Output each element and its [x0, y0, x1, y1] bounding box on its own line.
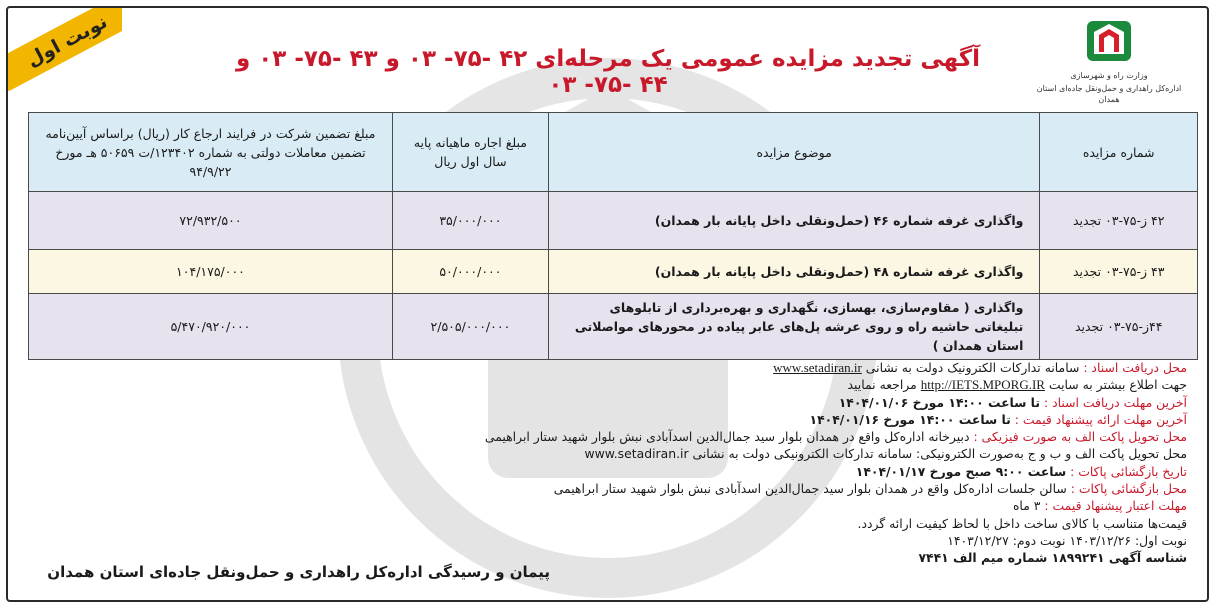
validity-label: مهلت اعتبار پیشنهاد قیمت :	[1044, 498, 1187, 514]
physical-delivery-line	[387, 428, 1187, 445]
doc-place-line	[387, 359, 1187, 376]
table-row	[29, 294, 1198, 360]
auction-table	[28, 112, 1198, 360]
header-rent: مبلغ اجاره ماهیانه پایه سال اول ریال	[392, 113, 548, 192]
setadiran-link[interactable]: www.setadiran.ir	[773, 360, 862, 375]
logo-org-subtitle: اداره‌کل راهداری و حمل‌ونقل جاده‌ای استان همدان	[1036, 84, 1182, 104]
opening-place-text: سالن جلسات اداره‌کل واقع در همدان بلوار سید جمال‌الدین اسدآبادی نبش بلوار شهید ستار ابراهیمی	[553, 481, 1067, 497]
row-guarantee: ۱۰۴/۱۷۵/۰۰۰	[29, 250, 393, 294]
publish-dates-line: نوبت اول: ۱۴۰۳/۱۲/۲۶ نوبت دوم: ۱۴۰۳/۱۲/۲۷	[947, 532, 1187, 548]
organization-logo	[1029, 18, 1189, 110]
footer-signature: پیمان و رسیدگی اداره‌کل راهداری و حمل‌ونقل جاده‌ای استان همدان	[47, 563, 550, 581]
doc-deadline-line	[387, 394, 1187, 411]
advertisement-frame	[6, 6, 1209, 602]
logo-org-name: وزارت راه و شهرسازی	[1070, 71, 1148, 80]
opening-place-label: محل بازگشائی پاکات :	[1070, 481, 1187, 497]
doc-place-text: سامانه تدارکات الکترونیک دولت به نشانی	[865, 360, 1080, 375]
quality-line: قیمت‌ها متناسب با کالای ساخت داخل با لحاظ کیفیت ارائه گردد.	[857, 515, 1187, 531]
row-number: ۴۴ز-۷۵-۰۳ تجدید	[1040, 294, 1198, 360]
badge-label: نوبت اول	[6, 8, 122, 91]
opening-date-text: ساعت ۹:۰۰ صبح مورخ ۱۴۰۴/۰۱/۱۷	[855, 463, 1067, 479]
more-info-tail: مراجعه نمایید	[847, 377, 917, 393]
physical-delivery-text: دبیرخانه اداره‌کل واقع در همدان بلوار سید جمال‌الدین اسدآبادی نبش بلوار شهید ستار ابراهیمی	[484, 429, 970, 445]
row-subject: واگذاری ( مقاوم‌سازی، بهسازی، نگهداری و بهره‌برداری از تابلوهای تبلیغاتی حاشیه راه و روی عرشه پل‌های عابر پیاده در محورهای مواصلاتی استان همدان )	[548, 294, 1040, 360]
more-info-text: جهت اطلاع بیشتر به سایت	[1048, 377, 1187, 393]
road-ministry-logo-icon	[1084, 18, 1134, 64]
row-guarantee: ۵/۴۷۰/۹۲۰/۰۰۰	[29, 294, 393, 360]
offer-deadline-label: آخرین مهلت ارائه پیشنهاد قیمت :	[1014, 411, 1187, 427]
header-number: شماره مزایده	[1040, 113, 1198, 192]
row-subject: واگذاری غرفه شماره ۴۸ (حمل‌ونقلی داخل پایانه بار همدان)	[548, 250, 1040, 294]
doc-deadline-label: آخرین مهلت دریافت اسناد :	[1043, 394, 1187, 410]
opening-place-line	[387, 480, 1187, 497]
doc-place-label: محل دریافت اسناد :	[1083, 360, 1187, 375]
info-section	[387, 359, 1187, 567]
header-subject: موضوع مزایده	[548, 113, 1040, 192]
offer-deadline-line	[387, 411, 1187, 428]
header-guarantee: مبلغ تضمین شرکت در فرایند ارجاع کار (ریال) براساس آیین‌نامه تضمین معاملات دولتی به شماره ۱۲۳۴۰۲/ت ۵۰۶۵۹ هـ مورخ ۹۴/۹/۲۲	[29, 113, 393, 192]
offer-deadline-text: تا ساعت ۱۴:۰۰ مورخ ۱۴۰۴/۰۱/۱۶	[809, 411, 1011, 427]
table-row	[29, 192, 1198, 250]
row-rent: ۲/۵۰۵/۰۰۰/۰۰۰	[392, 294, 548, 360]
more-info-line	[387, 376, 1187, 393]
row-rent: ۵۰/۰۰۰/۰۰۰	[392, 250, 548, 294]
opening-date-label: تاریخ بازگشائی پاکات :	[1070, 463, 1187, 479]
opening-date-line	[387, 463, 1187, 480]
ad-id-line: شناسه آگهی ۱۸۹۹۲۴۱ شماره میم الف ۷۴۴۱	[918, 550, 1187, 566]
electronic-delivery-line: محل تحویل پاکت الف و ب و ج به‌صورت الکترونیکی: سامانه تدارکات الکترونیکی دولت به نشانی www.setadiran.ir	[584, 446, 1187, 462]
row-guarantee: ۷۲/۹۳۲/۵۰۰	[29, 192, 393, 250]
validity-line	[387, 497, 1187, 514]
page-title: آگهی تجدید مزایده عمومی یک مرحله‌ای ۴۲ -۷۵- ۰۳ و ۴۳ -۷۵- ۰۳ و ۴۴ -۷۵- ۰۳	[235, 46, 981, 98]
physical-delivery-label: محل تحویل پاکت الف به صورت فیزیکی :	[973, 429, 1187, 445]
row-number: ۴۳ ز-۷۵-۰۳ تجدید	[1040, 250, 1198, 294]
first-publication-badge	[6, 8, 122, 92]
table-row	[29, 250, 1198, 294]
row-subject: واگذاری غرفه شماره ۴۶ (حمل‌ونقلی داخل پایانه بار همدان)	[548, 192, 1040, 250]
iets-link[interactable]: http://IETS.MPORG.IR	[920, 377, 1045, 393]
validity-text: ۳ ماه	[1012, 498, 1041, 514]
table-header-row	[29, 113, 1198, 192]
row-rent: ۳۵/۰۰۰/۰۰۰	[392, 192, 548, 250]
row-number: ۴۲ ز-۷۵-۰۳ تجدید	[1040, 192, 1198, 250]
doc-deadline-text: تا ساعت ۱۴:۰۰ مورخ ۱۴۰۴/۰۱/۰۶	[838, 394, 1040, 410]
